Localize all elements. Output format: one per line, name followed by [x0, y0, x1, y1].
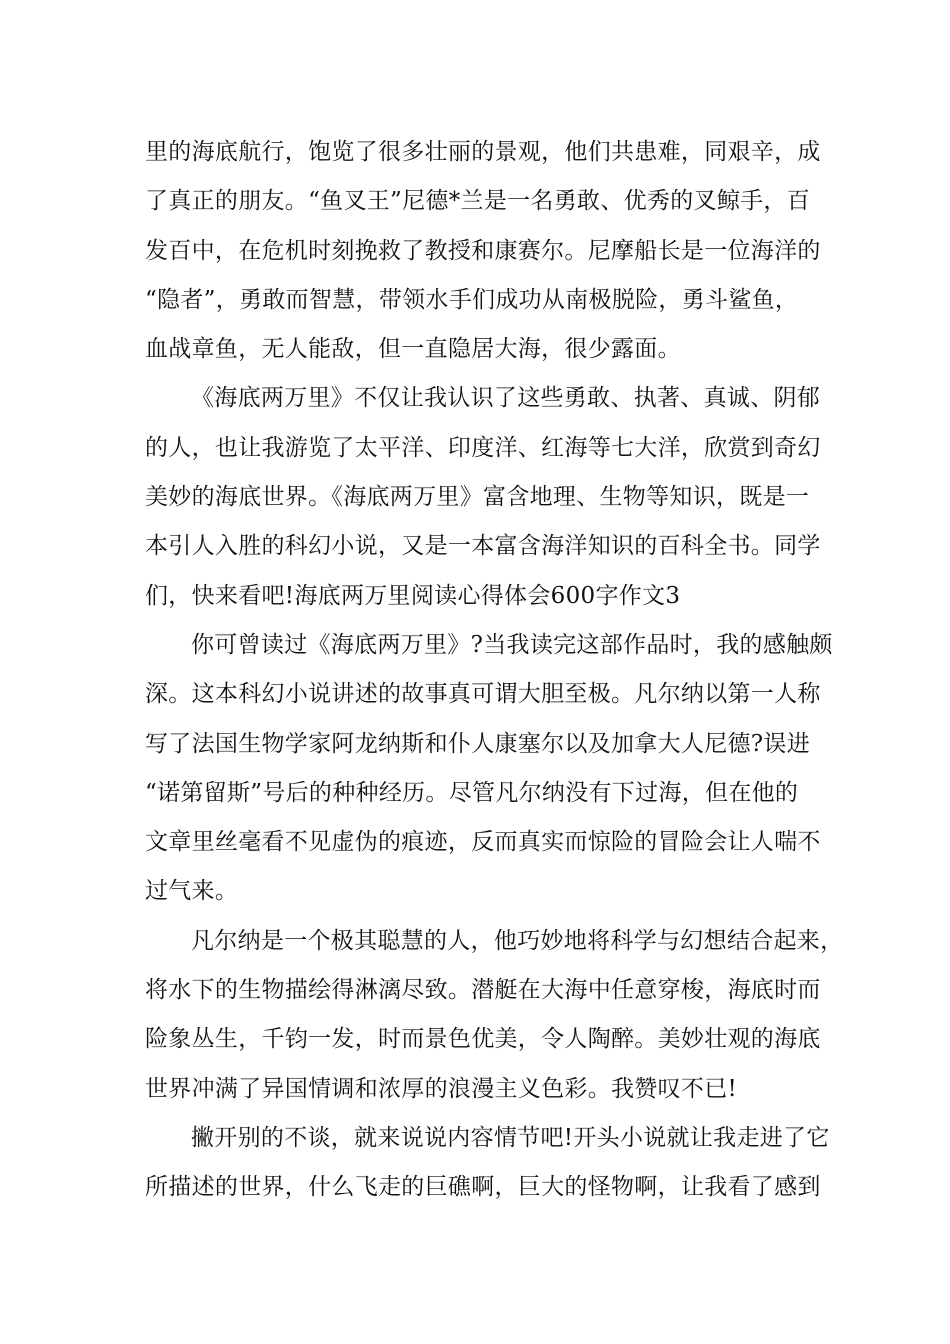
- text-line: 你可曾读过《海底两万里》?当我读完这部作品时，我的感触颇: [191, 631, 833, 658]
- document-body: [145, 128, 844, 1213]
- text-line: 险象丛生，千钧一发，时而景色优美，令人陶醉。美妙壮观的海底: [145, 1026, 821, 1053]
- paragraph-3: [145, 621, 833, 917]
- text-line: 凡尔纳是一个极其聪慧的人，他巧妙地将科学与幻想结合起来，: [191, 927, 844, 954]
- text-line: 本引人入胜的科幻小说，又是一本富含海洋知识的百科全书。同学: [145, 533, 821, 560]
- text-line: “隐者”，勇敢而智慧，带领水手们成功从南极脱险，勇斗鲨鱼，: [145, 286, 799, 313]
- paragraph-1: [145, 128, 825, 374]
- paragraph-4: [145, 917, 844, 1114]
- text-line: 所描述的世界，什么飞走的巨礁啊，巨大的怪物啊，让我看了感到: [145, 1174, 821, 1201]
- text-line: 撇开别的不谈，就来说说内容情节吧!开头小说就让我走进了它: [191, 1124, 830, 1151]
- text-line: 将水下的生物描绘得淋漓尽致。潜艇在大海中任意穿梭，海底时而: [145, 977, 821, 1004]
- text-line: 深。这本科幻小说讲述的故事真可谓大胆至极。凡尔纳以第一人称: [145, 681, 821, 708]
- text-line: 的人，也让我游览了太平洋、印度洋、红海等七大洋，欣赏到奇幻: [145, 434, 821, 461]
- text-line: 世界冲满了异国情调和浓厚的浪漫主义色彩。我赞叹不已!: [145, 1075, 738, 1102]
- text-line: 文章里丝毫看不见虚伪的痕迹，反而真实而惊险的冒险会让人喘不: [145, 829, 821, 856]
- paragraph-2: [145, 374, 825, 620]
- paragraph-5: [145, 1114, 830, 1213]
- text-line: 过气来。: [145, 878, 239, 905]
- text-line: “诺第留斯”号后的种种经历。尽管凡尔纳没有下过海，但在他的: [145, 779, 799, 806]
- text-line: 血战章鱼，无人能敌，但一直隐居大海，很少露面。: [145, 336, 681, 363]
- text-line: 了真正的朋友。“鱼叉王”尼德*兰是一名勇敢、优秀的叉鲸手，百: [145, 188, 811, 215]
- text-line: 美妙的海底世界。《海底两万里》富含地理、生物等知识，既是一: [145, 484, 810, 511]
- text-line: 写了法国生物学家阿龙纳斯和仆人康塞尔以及加拿大人尼德?误进: [145, 730, 811, 757]
- text-line: 发百中，在危机时刻挽救了教授和康赛尔。尼摩船长是一位海洋的: [145, 237, 821, 264]
- text-line: 们，快来看吧!海底两万里阅读心得体会600字作文3: [145, 582, 681, 609]
- text-line: 《海底两万里》不仅让我认识了这些勇敢、执著、真诚、阴郁: [191, 385, 821, 412]
- text-line: 里的海底航行，饱览了很多壮丽的景观，他们共患难，同艰辛，成: [145, 139, 821, 165]
